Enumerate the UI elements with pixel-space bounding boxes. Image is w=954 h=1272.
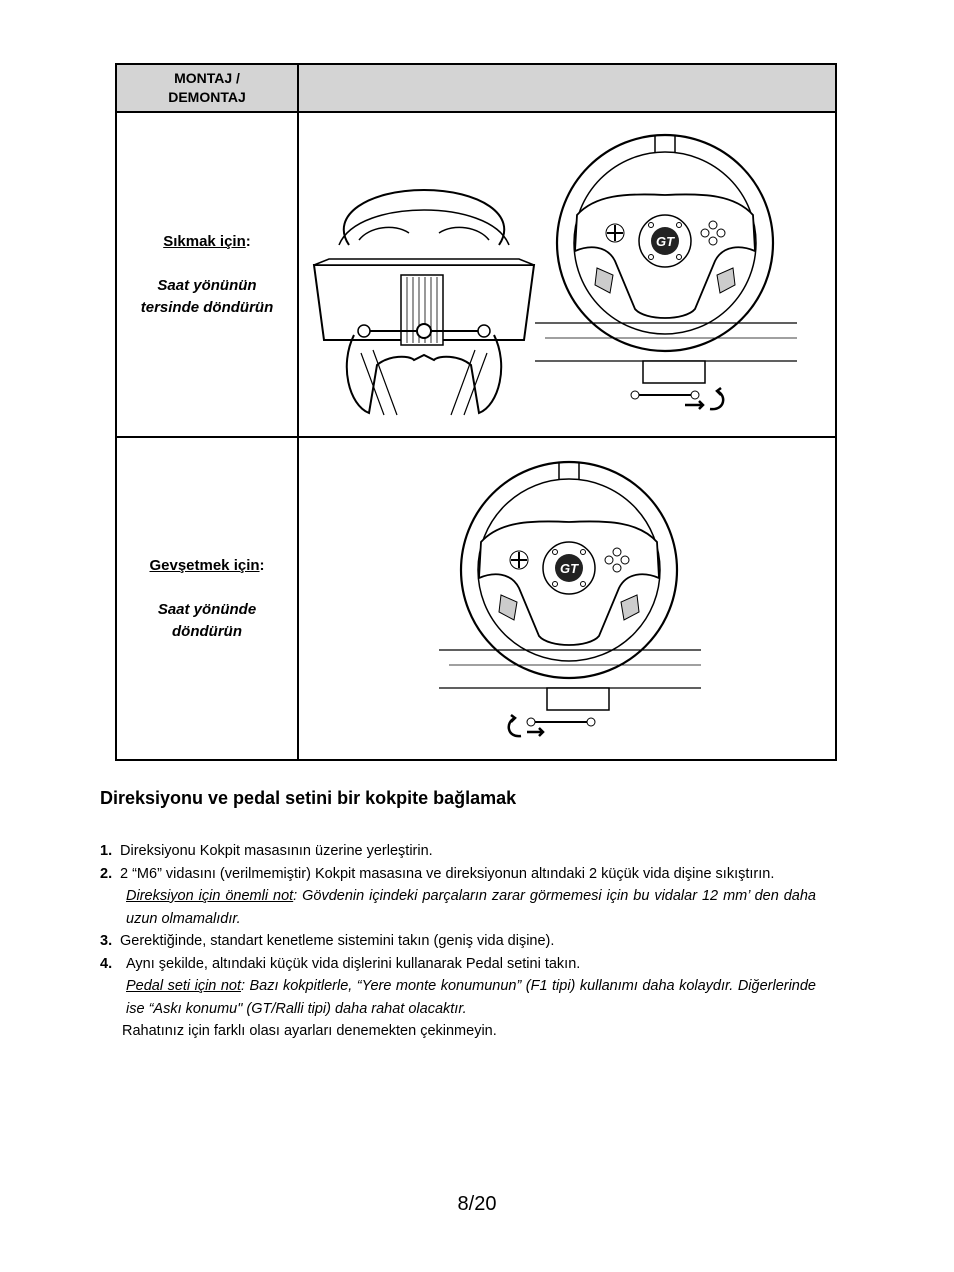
section-heading: Direksiyonu ve pedal setini bir kokpite bağlamak bbox=[100, 788, 517, 808]
table-header-label: MONTAJ / DEMONTAJ bbox=[117, 65, 299, 111]
tighten-colon: : bbox=[245, 233, 251, 250]
item-number: 1. bbox=[100, 843, 113, 859]
wheel-note-label: Direksiyon için önemli not bbox=[126, 888, 294, 904]
list-item bbox=[100, 953, 816, 976]
loosen-colon: : bbox=[259, 557, 265, 574]
table-header bbox=[117, 65, 835, 113]
mounting-table bbox=[115, 63, 837, 761]
pedal-note bbox=[100, 975, 816, 1020]
wheel-note bbox=[100, 885, 816, 930]
item-number: 2. bbox=[100, 865, 113, 882]
list-item bbox=[100, 840, 816, 863]
list-item bbox=[100, 930, 816, 953]
loosen-instruction: Saat yönünde döndürün bbox=[157, 601, 257, 640]
item-text: 2 “M6” vidasını (verilmemiştir) Kokpit masasına ve direksiyonun altındaki 2 küçük vida dişine sıkıştırın. bbox=[120, 865, 775, 882]
page-number: 8/20 bbox=[457, 1193, 497, 1215]
item-text: Direksiyonu Kokpit masasının üzerine yerleştirin. bbox=[120, 843, 433, 859]
closing-text: Rahatınız için farklı olası ayarları denemekten çekinmeyin. bbox=[122, 1023, 497, 1039]
tighten-title: Sıkmak için bbox=[163, 233, 246, 250]
list-item bbox=[100, 863, 816, 886]
wheel-tighten-illustration bbox=[535, 133, 797, 423]
pedal-note-label: Pedal seti için not bbox=[126, 978, 241, 994]
instruction-list bbox=[100, 840, 816, 1043]
loosen-title: Gevşetmek için bbox=[149, 557, 260, 574]
item-text: Aynı şekilde, altındaki küçük vida dişlerini kullanarak Pedal setini takın. bbox=[126, 955, 581, 972]
clamp-illustration bbox=[309, 185, 539, 425]
loosen-label bbox=[117, 555, 297, 643]
tighten-label bbox=[117, 231, 297, 319]
item-number: 3. bbox=[100, 933, 113, 949]
tighten-instruction: Saat yönünün tersinde döndürün bbox=[140, 277, 274, 316]
wheel-loosen-illustration bbox=[439, 460, 701, 750]
item-text: Gerektiğinde, standart kenetleme sistemini takın (geniş vida dişine). bbox=[120, 933, 555, 949]
pedal-note-text: : Bazı kokpitlerle, “Yere monte konumunun” (F1 tipi) kullanımı daha kolaydır. Diğerlerinde ise “Askı konumu" (GT/Ralli tipi) daha rahat olacaktır. bbox=[126, 978, 816, 1017]
item-number: 4. bbox=[100, 955, 113, 972]
wheel-note-text: : Gövdenin içindeki parçaların zarar görmemesi için bu vidalar 12 mm’ den daha uzun olmamalıdır. bbox=[126, 888, 816, 927]
